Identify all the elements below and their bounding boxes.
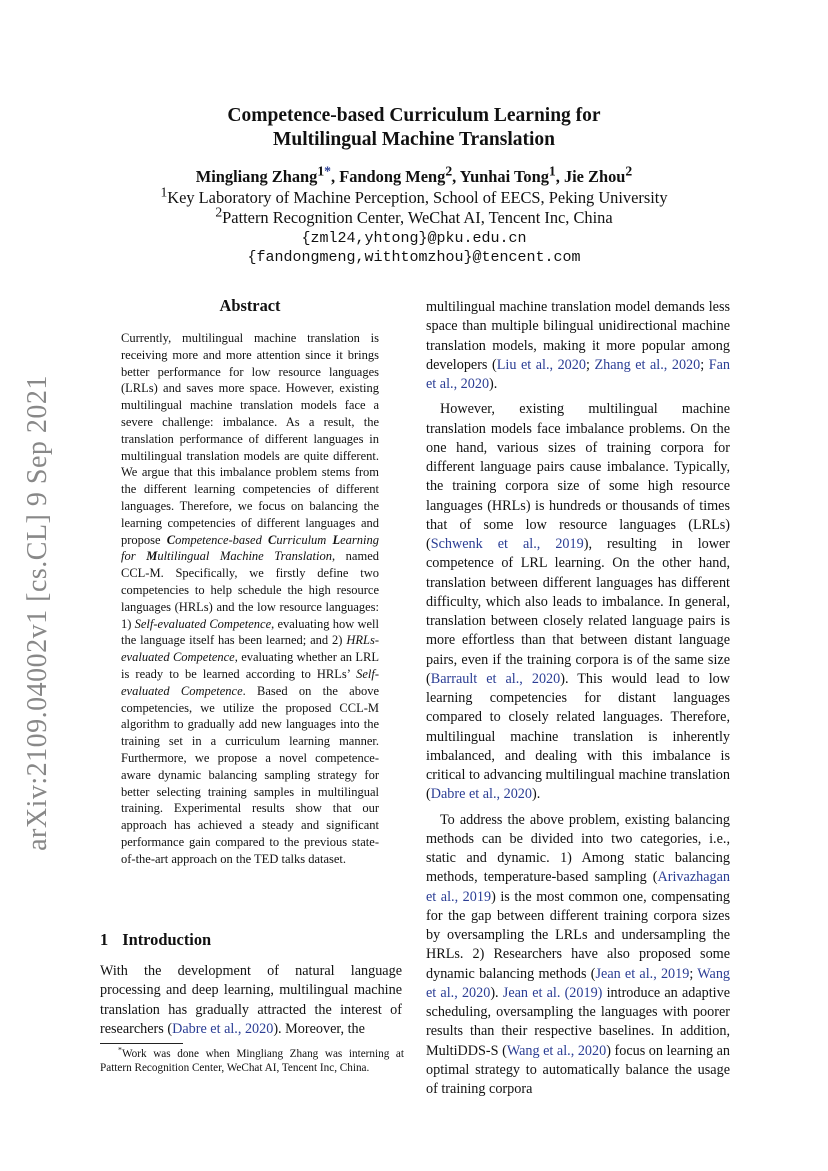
abstract-span: . Based on the above competencies, we utilize the proposed CCL-M algorithm to gradually add new languages into the training set in a curriculum learning manner. Furthermore, we propose a novel competence-aware dynamic balancing sampling strategy for better selecting training samples in multilingual training. Experimental results show that our approach has achieved a steady and significant performance gain compared to the previous state-of-the-art approach on the TED talks dataset. — [121, 683, 379, 866]
intro-paragraph — [100, 962, 402, 1039]
title-line-2: Multilingual Machine Translation — [272, 129, 556, 150]
section-number: 1 — [100, 930, 109, 949]
title-line-1: Competence-based Curriculum Learning for — [227, 105, 601, 126]
body-text: introduce an adaptive scheduling, oversampling the languages with poorer results than their respective baselines. In addition, MultiDDS-S ( — [426, 984, 731, 1059]
acronym-letter: M — [146, 549, 158, 564]
author-affiliation-mark: 1 — [548, 163, 556, 179]
citation-link[interactable]: Wang et al., 2020 — [506, 1042, 607, 1059]
body-text: ). — [490, 984, 503, 1001]
citation-link[interactable]: Zhang et al., 2020 — [594, 356, 701, 373]
footnote-divider — [100, 1043, 183, 1044]
affiliation-text: Pattern Recognition Center, WeChat AI, Tencent Inc, China — [222, 208, 613, 227]
citation-link[interactable]: Schwenk et al., 2019 — [430, 536, 584, 552]
term-self-evaluated-competence: Self-evaluated Competence — [134, 616, 272, 631]
paper-title — [100, 104, 728, 152]
author-name: Jie Zhou — [563, 167, 626, 186]
arxiv-identifier: arXiv:2109.04002v1 [cs.CL] 9 Sep 2021 — [22, 375, 53, 851]
body-paragraph — [426, 811, 730, 1100]
author-affiliation-mark: 2 — [445, 163, 453, 179]
body-text: ; — [700, 356, 709, 373]
affiliation — [100, 204, 728, 228]
citation-link[interactable]: Liu et al., 2020 — [496, 356, 586, 373]
citation-link[interactable]: Dabre et al., 2020 — [430, 786, 532, 803]
footnote-text: Work was done when Mingliang Zhang was interning at Pattern Recognition Center, WeChat AI, Tencent Inc, China. — [100, 1048, 404, 1074]
section-heading — [100, 930, 211, 950]
body-text: ). — [489, 376, 498, 392]
body-text: ) is the most common one, compensating for the gap between different training corpora sizes by oversampling the LRLs and undersampling the HRLs. 2) Researchers have also proposed some dynamic balancing methods ( — [426, 888, 730, 982]
body-text: ; — [689, 965, 698, 982]
abstract-text — [121, 330, 379, 868]
citation-link[interactable]: Barrault et al., 2020 — [430, 670, 561, 687]
acronym-letter: C — [267, 532, 277, 547]
citation-link[interactable]: Dabre et al., 2020 — [172, 1020, 274, 1037]
affiliation-text: Key Laboratory of Machine Perception, School of EECS, Peking University — [167, 188, 668, 207]
right-column — [426, 298, 730, 1099]
abstract-span: , evaluating whether an LRL is ready to be learned according to HRLs’ — [121, 650, 380, 681]
body-text: To address the above problem, existing balancing methods can be divided into two categories, i.e., static and dynamic. 1) Among static balancing methods, temperature-based sampling ( — [426, 811, 730, 886]
body-text: However, existing multilingual machine translation models face imbalance problems. On the one hand, various sizes of training corpora for different language pairs cause imbalance. Typically, the training corpora size of some high resource languages (HRLs) is hundreds or thousands of times that of some low resource languages (LRLs) ( — [426, 401, 730, 552]
body-text: ; — [585, 356, 595, 373]
body-paragraph — [426, 400, 730, 804]
citation-link[interactable]: Jean et al. (2019) — [502, 984, 603, 1001]
citation-link[interactable]: Wang et al., 2020 — [426, 965, 731, 1001]
abstract-span: , named CCL-M. Specifically, we firstly define two competencies to help schedule the high resource languages (HRLs) and the low resource languages: 1) — [121, 549, 379, 631]
affiliation-mark: 1 — [160, 184, 168, 200]
affiliation-mark: 2 — [215, 204, 223, 220]
affiliation — [100, 184, 728, 208]
author-affiliation-mark: 2 — [625, 163, 633, 179]
author-name: Fandong Meng — [339, 167, 446, 186]
citation-link[interactable]: Arivazhagan et al., 2019 — [426, 869, 730, 905]
abstract-span: ultilingual Machine Translation — [157, 549, 332, 564]
author-name: Mingliang Zhang — [195, 167, 318, 186]
citation-link[interactable]: Fan et al., 2020 — [426, 356, 730, 392]
footnote-mark: * — [118, 1045, 122, 1055]
abstract-span: urriculum — [276, 532, 333, 547]
footnote-mark[interactable]: * — [324, 163, 331, 179]
citation-link[interactable]: Jean et al., 2019 — [595, 965, 690, 982]
body-text: ) focus on learning an optimal strategy to automatically balance the usage of training corpora — [426, 1042, 730, 1097]
body-text: With the development of natural language processing and deep learning, multilingual machine translation has gradually attracted the interest of researchers ( — [100, 963, 402, 1037]
abstract-span: Currently, multilingual machine translation is receiving more and more attention since it brings better performance for low resource languages (LRLs) and saves more space. However, existing multilingual machine translation models face a severe challenge: imbalance. As a result, the translation performance of different languages in multilingual translation models are quite different. We argue that this imbalance problem stems from the different learning competencies of different languages. Therefore, we focus on balancing the learning competencies of different languages and propose — [121, 331, 379, 547]
author-list: Mingliang Zhang$^{1*}$, Fandong Meng$^2$, Yunhai Tong$^1$, Jie Zhou$^2$ — [195, 163, 633, 186]
author-name: Yunhai Tong — [459, 167, 549, 186]
author-affiliation-mark: 1 — [317, 163, 325, 179]
abstract-span: ompetence-based — [175, 532, 268, 547]
term-self-evaluated-competence: Self-evaluated Competence — [121, 666, 379, 698]
section-title: Introduction — [122, 930, 212, 949]
body-text: ), resulting in lower competence of LRL learning. On the other hand, translation between different languages has different difficulty, which also leads to imbalance. In general, translation between closely related language pairs is more effortless than that between distant language pairs, even if the training corpora is of the same size ( — [426, 536, 730, 687]
body-text: ). This would lead to low learning competencies for distant languages compared to closely related languages. Therefore, multilingual machine translation is inherently imbalanced, and dealing with this imbalance is critical to advancing multilingual machine translation ( — [426, 670, 730, 803]
email-address: {fandongmeng,withtomzhou}@tencent.com — [247, 249, 581, 266]
abstract-span: , evaluating how well the language itself has been learned; and 2) — [121, 616, 379, 648]
body-text: ). Moreover, the — [273, 1020, 365, 1037]
term-hrls-evaluated-competence: HRLs-evaluated Competence — [121, 633, 379, 665]
email-address: {zml24,yhtong}@pku.edu.cn — [301, 230, 527, 247]
body-text: multilingual machine translation model demands less space than multiple bilingual unidirectional machine translation models, making it more popular among developers ( — [426, 299, 730, 373]
footnote — [100, 1047, 404, 1075]
acronym-letter: C — [166, 532, 176, 547]
body-paragraph — [426, 298, 730, 394]
acronym-letter: L — [332, 532, 341, 547]
body-text: ). — [531, 786, 541, 803]
abstract-heading: Abstract — [219, 296, 281, 315]
abstract-span: earning for — [121, 532, 379, 564]
